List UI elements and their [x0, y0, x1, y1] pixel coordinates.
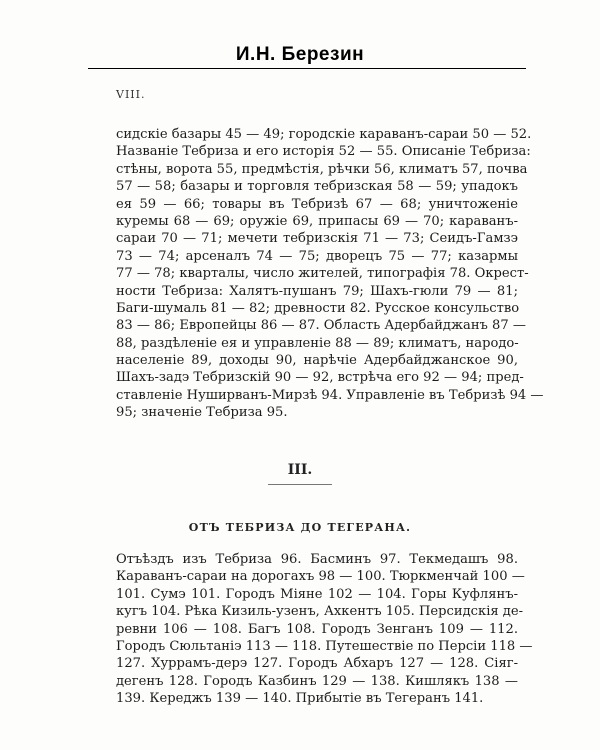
section-heading: ОТЪ ТЕБРИЗА ДО ТЕГЕРАНА. — [188, 521, 412, 534]
part3-text-line: кугъ 104. Рѣка Кизиль-узенъ, Ахкентъ 105. Персидскія де- — [116, 604, 524, 620]
part2-text-line: 88, раздѣленіе ея и управленіе 88 — 89; климатъ, народо- — [116, 335, 519, 351]
part3-text-line: Караванъ-сараи на дорогахъ 98 — 100. Тюркменчай 100 — — [116, 569, 525, 585]
part2-text-line: 83 — 86; Европейцы 86 — 87. Область Адербайджанъ 87 — — [116, 318, 526, 334]
part2-text-line: 77 — 78; кварталы, число жителей, типографія 78. Окрест- — [116, 266, 529, 282]
part3-text-line: 127. Хуррамъ-дерэ 127. Городъ Абхаръ 127 — 128. Сіяг- — [116, 656, 518, 672]
part2-text-line: ности Тебриза: Халятъ-пушанъ 79; Шахъ-гюли 79 — 81; — [116, 283, 518, 299]
part3-contents-text — [116, 551, 533, 708]
part2-text-line: куремы 68 — 69; оружіе 69, припасы 69 — 70; караванъ- — [116, 213, 518, 229]
section-number: III. — [287, 462, 313, 478]
part2-text-line: 57 — 58; базары и торговля тебризская 58 — 59; упадокъ — [116, 179, 518, 195]
part2-text-line: населеніе 89, доходы 90, нарѣчіе Адербайджанское 90, — [116, 353, 518, 369]
part2-text-line: Названіе Тебриза и его исторія 52 — 55. Описаніе Тебриза: — [116, 144, 531, 160]
part2-text-line: Баги-шумаль 81 — 82; древности 82. Русское консульство — [116, 300, 520, 316]
section-rule — [268, 484, 332, 485]
part2-text-line: ставленіе Нуширванъ-Мирзѣ 94. Управленіе въ Тебризѣ 94 — — [116, 387, 544, 403]
part3-text-line: Городъ Сюльтаніэ 113 — 118. Путешествіе по Персіи 118 — — [116, 638, 533, 654]
part3-text-line: Отъѣздъ изъ Тебриза 96. Басминъ 97. Текмедашъ 98. — [116, 552, 518, 567]
part2-contents-text — [116, 126, 544, 422]
page-header-title: И.Н. Березин — [235, 44, 365, 65]
part3-text-line: ревни 106 — 108. Багъ 108. Городъ Зенганъ 109 — 112. — [116, 621, 518, 637]
header-rule — [88, 68, 526, 69]
part2-text-line: Шахъ-задэ Тебризскій 90 — 92, встрѣча его 92 — 94; пред- — [116, 370, 524, 386]
part2-text-line: сидскіе базары 45 — 49; городскіе караванъ-сараи 50 — 52. — [116, 127, 532, 142]
part2-text-line: стѣны, ворота 55, предмѣстія, рѣчки 56, климатъ 57, почва — [116, 161, 528, 177]
part2-text-line: 95; значеніе Тебриза 95. — [116, 405, 288, 421]
part2-text-line: ея 59 — 66; товары въ Тебризѣ 67 — 68; уничтоженіе — [116, 196, 518, 212]
page-number: VIII. — [116, 88, 146, 101]
part2-text-line: сараи 70 — 71; мечети тебризскія 71 — 73; Сеидъ-Гамзэ — [116, 231, 518, 247]
part2-text-line: 73 — 74; арсеналъ 74 — 75; дворецъ 75 — 77; казармы — [116, 248, 518, 264]
part3-text-line: 139. Кереджъ 139 — 140. Прибытіе въ Тегеранъ 141. — [116, 691, 484, 707]
part3-text-line: дегенъ 128. Городъ Казбинъ 129 — 138. Кишлякъ 138 — — [116, 673, 518, 689]
part3-text-line: 101. Сумэ 101. Городъ Міяне 102 — 104. Горы Куфлянъ- — [116, 586, 518, 602]
